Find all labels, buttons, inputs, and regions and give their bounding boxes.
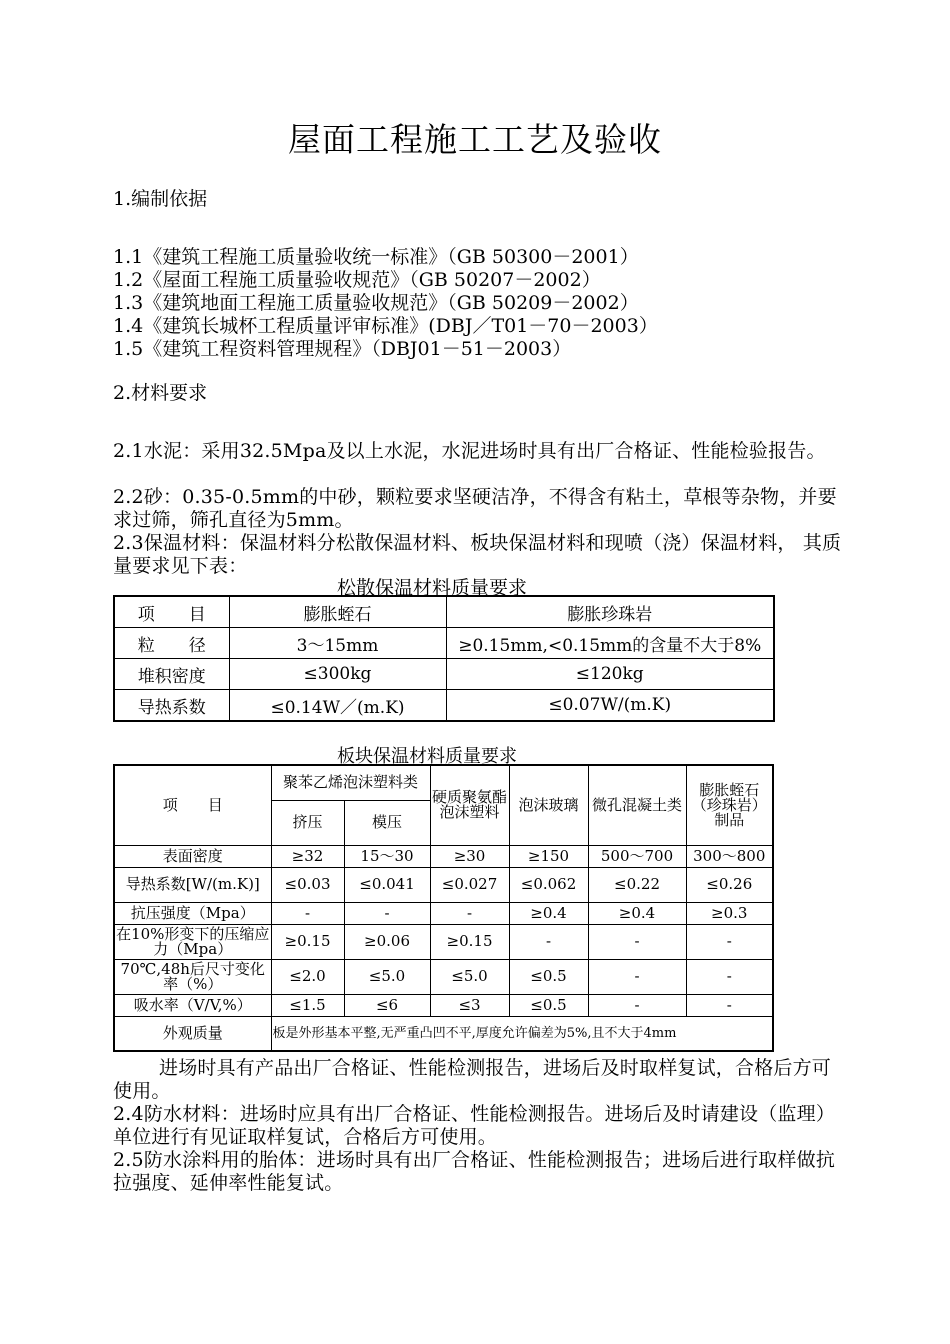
reference-2: 1.2《屋面工程施工质量验收规范》（GB 50207－2002） xyxy=(113,269,601,291)
table2-caption: 板块保温材料质量要求 xyxy=(337,746,517,767)
table-cell: 粒 径 xyxy=(114,628,229,659)
table-row xyxy=(114,994,773,1016)
table-row xyxy=(114,596,774,628)
table-cell: ≤0.26 xyxy=(686,867,773,902)
table-row xyxy=(114,628,774,659)
table-cell: ≤0.14W／(m.K) xyxy=(229,690,446,722)
paragraph-cement: 2.1水泥：采用32.5Mpa及以上水泥，水泥进场时具有出厂合格证、性能检验报告。 xyxy=(113,440,826,462)
table1-caption: 松散保温材料质量要求 xyxy=(337,577,528,599)
loose-insulation-table xyxy=(113,595,775,722)
paragraph-waterproof: 2.4防水材料：进场时应具有出厂合格证、性能检测报告。进场后及时请建设（监理）单位进行有见证取样复试，合格后方可使用。 xyxy=(113,1103,836,1148)
table-cell: - xyxy=(686,924,773,959)
table-cell: 堆积密度 xyxy=(114,659,229,690)
paragraph-membrane: 2.5防水涂料用的胎体：进场时具有出厂合格证、性能检测报告；进场后进行取样做抗拉强度、延伸率性能复试。 xyxy=(113,1149,836,1194)
table-header-cell: 膨胀珍珠岩 xyxy=(446,596,774,628)
table-cell: - xyxy=(588,959,686,994)
table-header-cell: 模压 xyxy=(344,800,430,845)
table-cell: ≤2.0 xyxy=(271,959,344,994)
reference-4: 1.4《建筑长城杯工程质量评审标准》(DBJ／T01－70－2003） xyxy=(113,315,658,337)
section-heading-materials: 2.材料要求 xyxy=(113,382,208,404)
reference-3: 1.3《建筑地面工程施工质量验收规范》（GB 50209－2002） xyxy=(113,292,639,314)
table-cell: ≤5.0 xyxy=(430,959,509,994)
table-cell: ≤0.027 xyxy=(430,867,509,902)
table-cell: - xyxy=(271,902,344,924)
table-cell: 15～30 xyxy=(344,845,430,867)
table-cell: ≥0.15mm,<0.15mm的含量不大于8% xyxy=(446,628,774,659)
table-cell: ≥0.15 xyxy=(430,924,509,959)
table-cell: 吸水率（V/V,%） xyxy=(114,994,271,1016)
section-heading-basis: 1.编制依据 xyxy=(113,188,208,210)
table-row xyxy=(114,659,774,690)
table-cell: - xyxy=(686,994,773,1016)
table-cell: ≥0.06 xyxy=(344,924,430,959)
board-insulation-table xyxy=(113,764,774,1052)
table-row xyxy=(114,959,773,994)
table-cell: ≥32 xyxy=(271,845,344,867)
table-cell: ≥150 xyxy=(509,845,588,867)
table-header-cell: 膨胀蛭石 xyxy=(229,596,446,628)
table-cell: ≥0.4 xyxy=(588,902,686,924)
table-cell: - xyxy=(509,924,588,959)
table-cell: ≤1.5 xyxy=(271,994,344,1016)
table-cell: ≤0.041 xyxy=(344,867,430,902)
table-cell: ≤3 xyxy=(430,994,509,1016)
table-cell: ≤0.03 xyxy=(271,867,344,902)
table-cell: 表面密度 xyxy=(114,845,271,867)
table-cell: ≤0.5 xyxy=(509,994,588,1016)
table-row xyxy=(114,765,773,800)
table-cell: - xyxy=(430,902,509,924)
table-row xyxy=(114,845,773,867)
table-cell: 在10%形变下的压缩应力（Mpa） xyxy=(114,924,271,959)
table-header-cell: 膨胀蛭石（珍珠岩）制品 xyxy=(686,765,773,845)
table-header-cell: 泡沫玻璃 xyxy=(509,765,588,845)
table-cell: ≤5.0 xyxy=(344,959,430,994)
reference-5: 1.5《建筑工程资料管理规程》（DBJ01－51－2003） xyxy=(113,338,572,360)
table-cell: 外观质量 xyxy=(114,1016,271,1051)
table-cell: ≤0.22 xyxy=(588,867,686,902)
table-cell: 导热系数 xyxy=(114,690,229,722)
table-cell: 500～700 xyxy=(588,845,686,867)
paragraph-after-table: 进场时具有产品出厂合格证、性能检测报告，进场后及时取样复试，合格后方可使用。 xyxy=(113,1057,832,1102)
table-cell: 70℃,48h后尺寸变化率（%） xyxy=(114,959,271,994)
table-cell: ≤120kg xyxy=(446,659,774,690)
reference-1: 1.1《建筑工程施工质量验收统一标准》（GB 50300－2001） xyxy=(113,246,639,268)
table-row xyxy=(114,1016,773,1051)
table-cell: ≤6 xyxy=(344,994,430,1016)
table-cell: 300～800 xyxy=(686,845,773,867)
table-header-cell: 聚苯乙烯泡沫塑料类 xyxy=(271,765,430,800)
table-header-cell: 项 目 xyxy=(114,596,229,628)
table-cell: 导热系数[W/(m.K)] xyxy=(114,867,271,902)
table-cell: - xyxy=(344,902,430,924)
table-cell: ≤0.062 xyxy=(509,867,588,902)
table-cell: ≤0.5 xyxy=(509,959,588,994)
table-cell: ≥0.4 xyxy=(509,902,588,924)
table-cell: ≥30 xyxy=(430,845,509,867)
table-row xyxy=(114,902,773,924)
table-row xyxy=(114,690,774,722)
table-cell: ≤300kg xyxy=(229,659,446,690)
table-row xyxy=(114,924,773,959)
table-cell: ≤0.07W/(m.K) xyxy=(446,690,774,722)
table-cell: 抗压强度（Mpa） xyxy=(114,902,271,924)
table-cell: ≥0.3 xyxy=(686,902,773,924)
table-cell: - xyxy=(588,924,686,959)
table-header-cell: 微孔混凝土类 xyxy=(588,765,686,845)
table-cell: - xyxy=(588,994,686,1016)
table-cell: - xyxy=(686,959,773,994)
table-header-cell: 项 目 xyxy=(114,765,271,845)
table-cell: 板是外形基本平整,无严重凸凹不平,厚度允许偏差为5%,且不大于4mm xyxy=(271,1016,773,1051)
table-header-cell: 挤压 xyxy=(271,800,344,845)
table-cell: ≥0.15 xyxy=(271,924,344,959)
table-row xyxy=(114,867,773,902)
page-title: 屋面工程施工工艺及验收 xyxy=(288,120,662,159)
table-header-cell: 硬质聚氨酯泡沫塑料 xyxy=(430,765,509,845)
paragraph-insulation: 2.3保温材料：保温材料分松散保温材料、板块保温材料和现喷（浇）保温材料， 其质量要求见下表： xyxy=(113,532,842,577)
paragraph-sand: 2.2砂：0.35-0.5mm的中砂，颗粒要求坚硬洁净，不得含有粘土，草根等杂物，并要求过筛，筛孔直径为5mm。 xyxy=(113,486,837,531)
table-cell: 3～15mm xyxy=(229,628,446,659)
